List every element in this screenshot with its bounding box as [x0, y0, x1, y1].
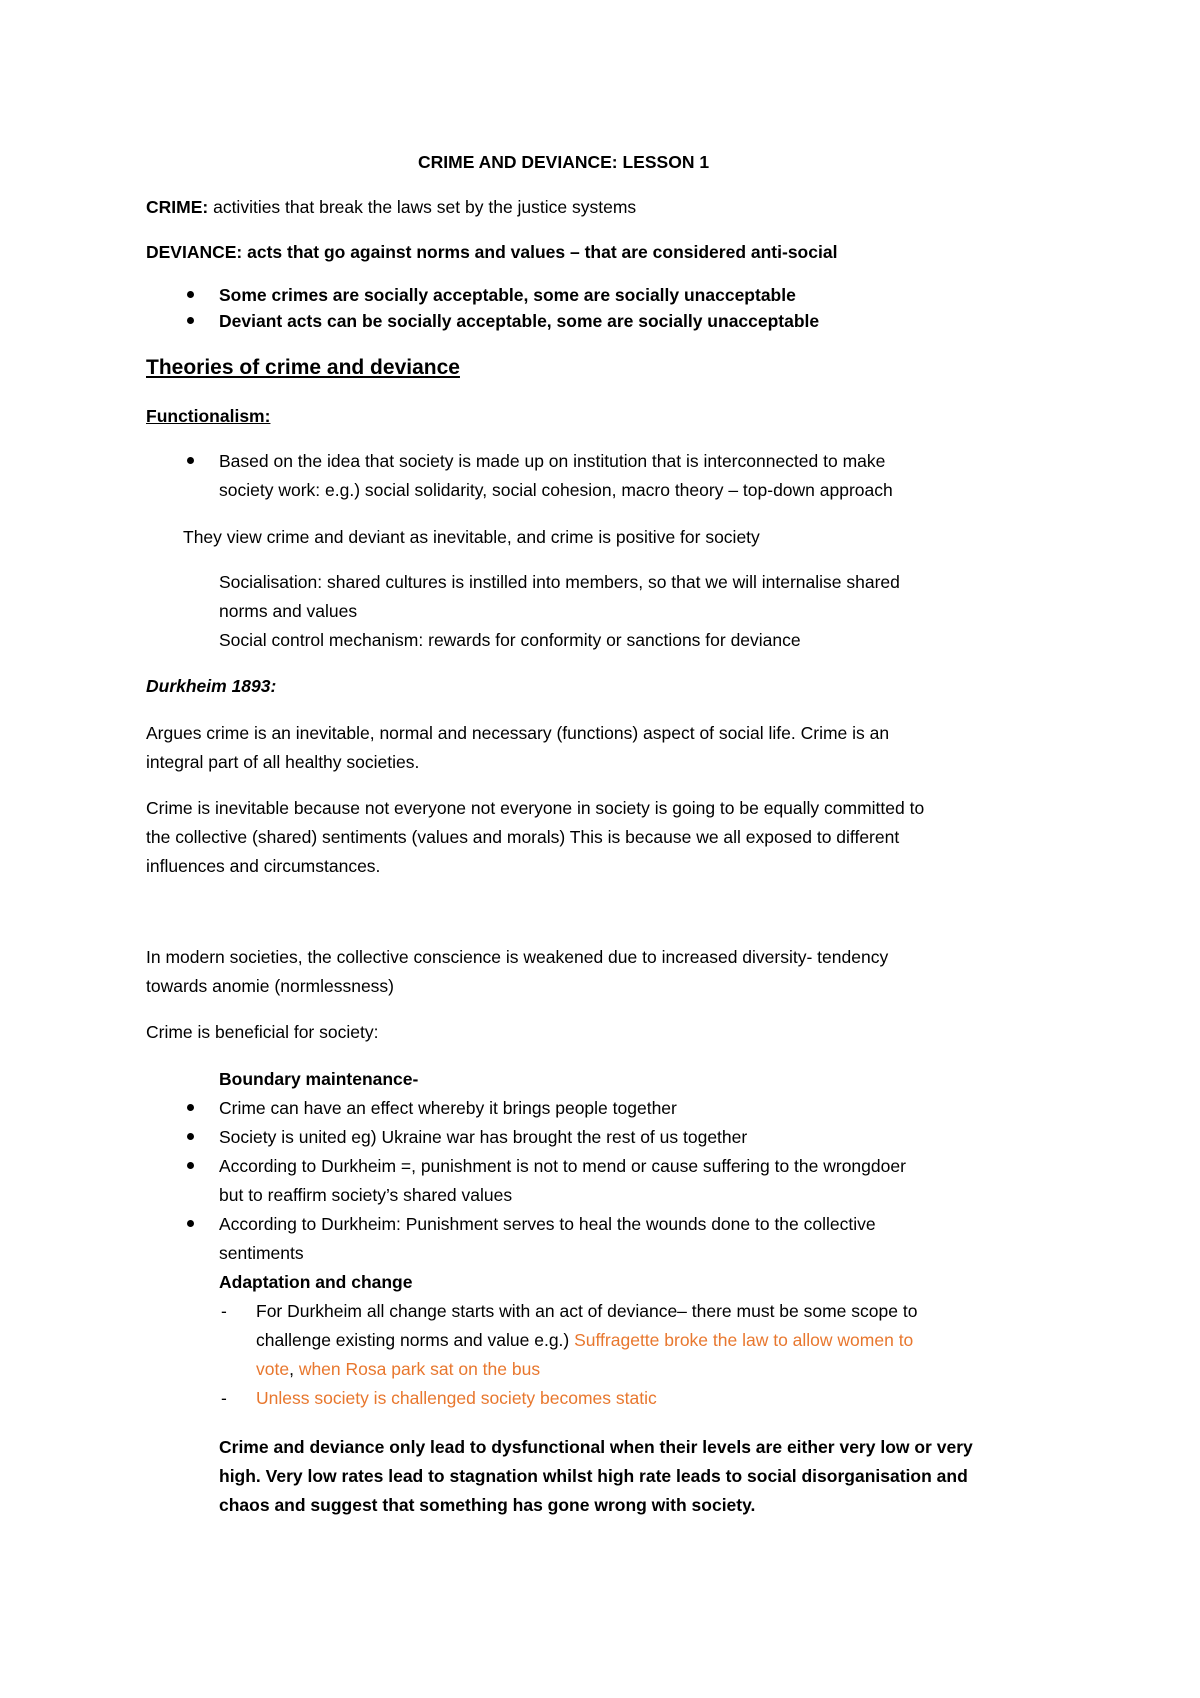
suffragette-text: Suffragette broke the law to allow women to — [574, 1330, 914, 1350]
intro-bullet-1: Some crimes are socially acceptable, some are socially unacceptable — [219, 285, 796, 305]
adaptation-item-1-line-1: For Durkheim all change starts with an act of deviance– there must be some scope to — [256, 1301, 918, 1321]
functionalism-bullet-line-2: society work: e.g.) social solidarity, social cohesion, macro theory – top-down approach — [219, 480, 893, 500]
adaptation-item-2: Unless society is challenged society becomes static — [256, 1388, 657, 1408]
conclusion-line-3: chaos and suggest that something has gone wrong with society. — [219, 1495, 756, 1515]
crime-definition — [146, 196, 636, 218]
boundary-bullet-1: Crime can have an effect whereby it brings people together — [219, 1098, 677, 1118]
bullet-icon — [187, 1133, 194, 1140]
document-title: CRIME AND DEVIANCE: LESSON 1 — [418, 152, 710, 172]
comma-text: , — [289, 1359, 299, 1379]
boundary-bullet-3-line-1: According to Durkheim =, punishment is not to mend or cause suffering to the wrongdoer — [219, 1156, 906, 1176]
deviance-definition: DEVIANCE: acts that go against norms and values – that are considered anti-social — [146, 242, 838, 262]
bullet-icon — [187, 291, 194, 298]
inevitable-line-1: Crime is inevitable because not everyone not everyone in society is going to be equally committed to — [146, 798, 925, 818]
socialisation-line-2: norms and values — [219, 601, 358, 621]
modern-line-1: In modern societies, the collective conscience is weakened due to increased diversity- tendency — [146, 947, 889, 967]
adaptation-item-1-line-2 — [256, 1329, 913, 1351]
bullet-icon — [187, 1220, 194, 1227]
boundary-bullet-4-line-2: sentiments — [219, 1243, 304, 1263]
inevitable-line-2: the collective (shared) sentiments (values and morals) This is because we all exposed to different — [146, 827, 900, 847]
bullet-icon — [187, 1104, 194, 1111]
bullet-icon — [187, 317, 194, 324]
boundary-bullet-3-line-2: but to reaffirm society’s shared values — [219, 1185, 513, 1205]
inevitable-line-3: influences and circumstances. — [146, 856, 381, 876]
argues-line-2: integral part of all healthy societies. — [146, 752, 420, 772]
dash-marker: - — [221, 1301, 227, 1321]
functionalism-bullet-line-1: Based on the idea that society is made up on institution that is interconnected to make — [219, 451, 886, 471]
crime-label: CRIME: — [146, 197, 209, 217]
beneficial-text: Crime is beneficial for society: — [146, 1022, 379, 1042]
bullet-icon — [187, 1162, 194, 1169]
crime-text: activities that break the laws set by the justice systems — [208, 197, 637, 217]
adaptation-heading: Adaptation and change — [219, 1272, 413, 1292]
rosa-park-text: when Rosa park sat on the bus — [298, 1359, 541, 1379]
durkheim-heading: Durkheim 1893: — [146, 676, 277, 696]
modern-line-2: towards anomie (normlessness) — [146, 976, 395, 996]
adaptation-item-1-line-2-text: challenge existing norms and value e.g.) — [256, 1330, 575, 1350]
argues-line-1: Argues crime is an inevitable, normal and necessary (functions) aspect of social life. Crime is an — [146, 723, 890, 743]
socialisation-line-1: Socialisation: shared cultures is instilled into members, so that we will internalise shared — [219, 572, 900, 592]
theories-heading: Theories of crime and deviance — [146, 356, 460, 379]
adaptation-item-1-line-3 — [256, 1358, 540, 1380]
bullet-icon — [187, 457, 194, 464]
functionalism-heading: Functionalism: — [146, 406, 271, 426]
boundary-heading: Boundary maintenance- — [219, 1069, 419, 1089]
dash-marker: - — [221, 1388, 227, 1408]
conclusion-line-2: high. Very low rates lead to stagnation whilst high rate leads to social disorganisation and — [219, 1466, 968, 1486]
view-text: They view crime and deviant as inevitable, and crime is positive for society — [183, 527, 760, 547]
boundary-bullet-4-line-1: According to Durkheim: Punishment serves to heal the wounds done to the collective — [219, 1214, 876, 1234]
social-control-text: Social control mechanism: rewards for conformity or sanctions for deviance — [219, 630, 801, 650]
intro-bullet-2: Deviant acts can be socially acceptable, some are socially unacceptable — [219, 311, 820, 331]
boundary-bullet-2: Society is united eg) Ukraine war has brought the rest of us together — [219, 1127, 748, 1147]
conclusion-line-1: Crime and deviance only lead to dysfunctional when their levels are either very low or very — [219, 1437, 973, 1457]
vote-text: vote — [256, 1359, 290, 1379]
